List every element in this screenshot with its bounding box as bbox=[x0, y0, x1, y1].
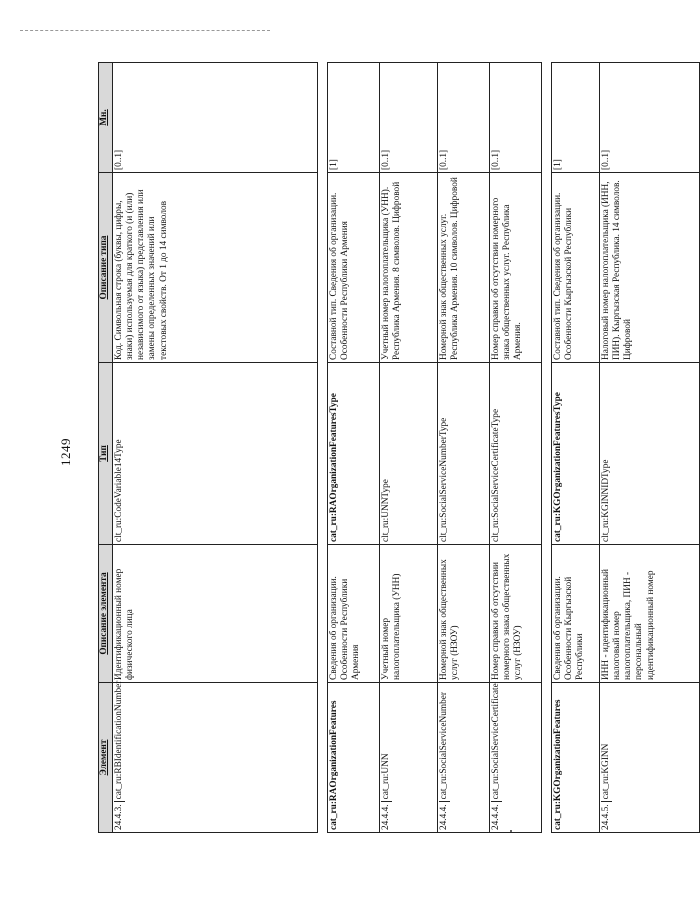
cell-number: 24.4.4. bbox=[491, 801, 502, 830]
table-row bbox=[328, 63, 380, 833]
cell-type: clt_ru:KGINNIDType bbox=[600, 363, 700, 545]
specification-table bbox=[98, 62, 700, 833]
cell-element-description: Идентификационный номер физического лица bbox=[113, 545, 318, 683]
cell-element-description: Учетный номер налогоплательщика (УНН) bbox=[380, 545, 438, 683]
scan-speck bbox=[510, 830, 512, 832]
cell-multiplicity: [0..1] bbox=[490, 63, 542, 173]
table-header-row bbox=[99, 63, 113, 833]
cell-multiplicity: [0..1] bbox=[380, 63, 438, 173]
row-gap-cell bbox=[318, 63, 328, 833]
cell-type: clt_ru:SocialServiceCertificateType bbox=[490, 363, 542, 545]
row-gap-cell bbox=[542, 63, 552, 833]
cell-type-description: Налоговый номер налогоплательщика (ИНН, ПИН). Кыргызская Республика. 14 символов. Цифровой bbox=[600, 173, 700, 363]
header-element: Элемент bbox=[99, 683, 113, 833]
cell-element bbox=[438, 683, 490, 833]
cell-type: cat_ru:KGOrganizationFeaturesType bbox=[552, 363, 600, 545]
row-gap bbox=[542, 63, 552, 833]
cell-element bbox=[328, 683, 380, 833]
cell-element bbox=[490, 683, 542, 833]
page-number: 1249 bbox=[58, 438, 73, 466]
cell-type-description: Учетный номер налогоплательщика (УНН). Республика Армения. 8 символов. Цифровой bbox=[380, 173, 438, 363]
scan-artifact-line bbox=[20, 30, 270, 31]
header-element-description: Описание элемента bbox=[99, 545, 113, 683]
cell-element-name: cat_ru:SocialServiceNumber bbox=[439, 692, 449, 800]
cell-element-name: cat_ru:KGOrganizationFeatures bbox=[553, 699, 563, 830]
cell-element bbox=[600, 683, 700, 833]
cell-type: cat_ru:RAOrganizationFeaturesType bbox=[328, 363, 380, 545]
table-row bbox=[552, 63, 600, 833]
cell-element-name: cat_ru:RBIdentificationNumber bbox=[114, 680, 124, 800]
table-body bbox=[113, 63, 700, 833]
cell-element-name: cat_ru:RAOrganizationFeatures bbox=[329, 700, 339, 830]
cell-element-name: cat_ru:KGINN bbox=[601, 743, 611, 800]
row-gap bbox=[318, 63, 328, 833]
header-type-description: Описание типа bbox=[99, 173, 113, 363]
cell-multiplicity: [0..1] bbox=[113, 63, 318, 173]
table-row bbox=[380, 63, 438, 833]
cell-multiplicity: [1] bbox=[328, 63, 380, 173]
cell-type-description: Номер справки об отсутствии номерного знака общественных услуг. Республика Армения. bbox=[490, 173, 542, 363]
header-multiplicity: Мн. bbox=[99, 63, 113, 173]
cell-number: 24.4.5. bbox=[601, 801, 612, 830]
cell-type-description: Номерной знак общественных услуг. Республика Армения. 10 символов. Цифровой bbox=[438, 173, 490, 363]
cell-element-description: Номер справки об отсутствии номерного знака общественных услуг (НЗОУ) bbox=[490, 545, 542, 683]
header-type: Тип bbox=[99, 363, 113, 545]
cell-element bbox=[552, 683, 600, 833]
cell-element-description: Сведения об организации. Особенности Республики Армения bbox=[328, 545, 380, 683]
cell-element-name: cat_ru:UNN bbox=[381, 753, 391, 800]
cell-element-description: Сведения об организации. Особенности Кыргызской Республики bbox=[552, 545, 600, 683]
cell-element-name: cat_ru:SocialServiceCertificate bbox=[491, 683, 501, 800]
cell-multiplicity: [0..1] bbox=[600, 63, 700, 173]
cell-type-description: Код. Символьная строка (буквы, цифры, знаки) используемая для краткого (и (или) независимого от языка) представления или замены определенных значений или текстовых свойств. От 1 до 14 символов bbox=[113, 173, 318, 363]
cell-element bbox=[380, 683, 438, 833]
table-row bbox=[438, 63, 490, 833]
cell-number: 24.4.4. bbox=[381, 801, 392, 830]
cell-multiplicity: [0..1] bbox=[438, 63, 490, 173]
cell-element-description: ИНН - идентификационный налоговый номер налогоплательщика, ПИН - персональный идентификационный номер bbox=[600, 545, 700, 683]
cell-element bbox=[113, 680, 318, 833]
cell-element-description: Номерной знак общественных услуг (НЗОУ) bbox=[438, 545, 490, 683]
cell-type-description: Составной тип. Сведения об организации. Особенности Кыргызской Республики bbox=[552, 173, 600, 363]
table-row bbox=[600, 63, 700, 833]
cell-type: clt_ru:UNNType bbox=[380, 363, 438, 545]
cell-multiplicity: [1] bbox=[552, 63, 600, 173]
table-row bbox=[113, 63, 318, 833]
cell-type: clt_ru:SocialServiceNumberType bbox=[438, 363, 490, 545]
table-row bbox=[490, 63, 542, 833]
cell-type: clt_ru:CodeVariable14Type bbox=[113, 363, 318, 545]
cell-type-description: Составной тип. Сведения об организации. Особенности Республики Армения bbox=[328, 173, 380, 363]
rotated-table-container bbox=[98, 63, 656, 833]
cell-number: 24.4.4. bbox=[439, 801, 450, 830]
cell-number: 24.4.3. bbox=[114, 801, 125, 830]
